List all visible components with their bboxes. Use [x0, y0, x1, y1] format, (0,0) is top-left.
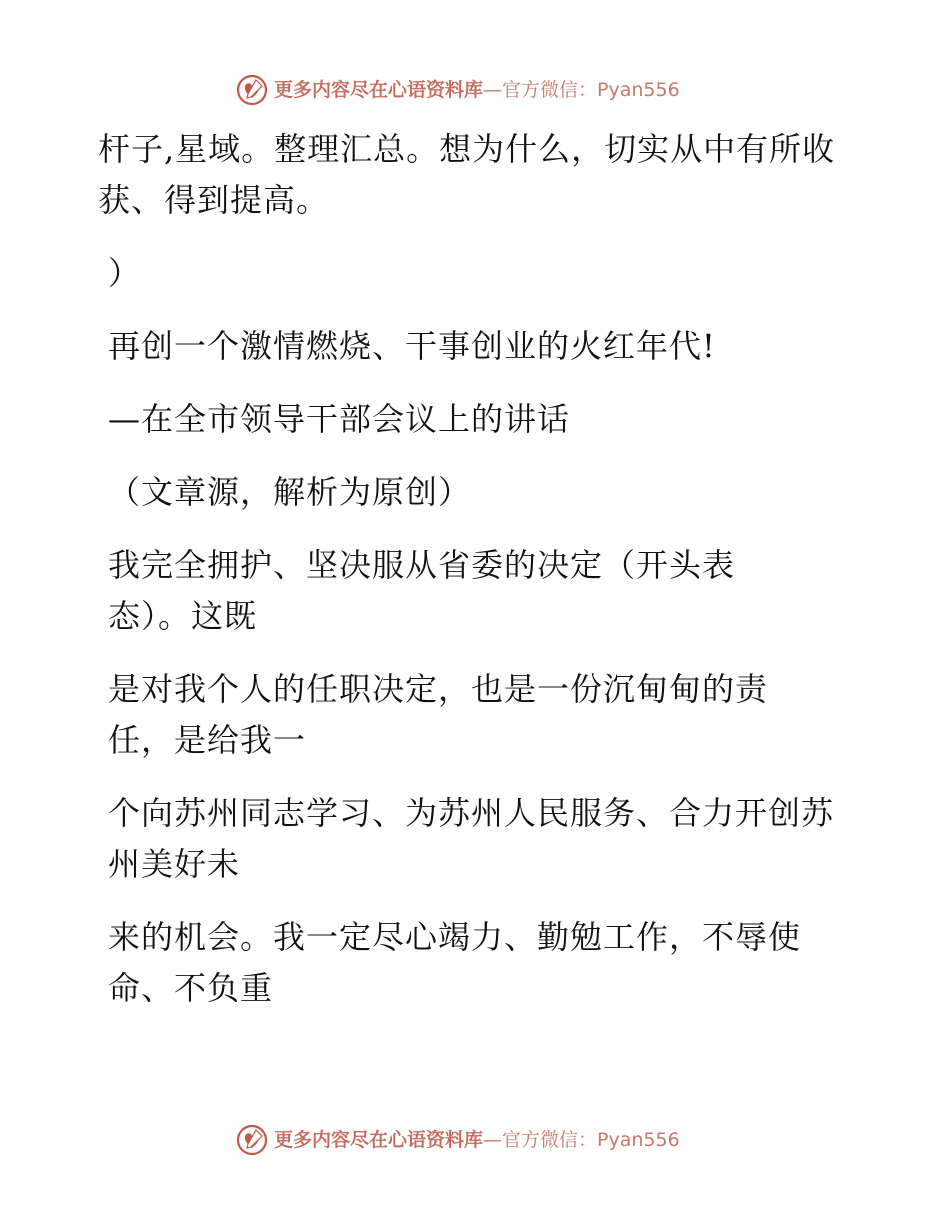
banner-text [274, 73, 680, 107]
header-banner [236, 73, 680, 107]
banner-wechat-text: —官方微信：Pyan556 [483, 1129, 680, 1151]
paragraph-2: ） [108, 254, 142, 292]
heart-pen-logo-icon [236, 74, 268, 106]
footer-banner [236, 1123, 680, 1157]
banner-brand-text: 更多内容尽在心语资料库 [274, 79, 484, 101]
paragraph-9: 来的机会。我一定尽心竭力、勤勉工作，不辱使命、不负重 [108, 918, 802, 1007]
paragraph-8: 个向苏州同志学习、为苏州人民服务、合力开创苏州美好未 [108, 794, 835, 883]
paragraph-6: 我完全拥护、坚决服从省委的决定（开头表 态）。这既 [108, 546, 736, 635]
heart-pen-logo-icon [236, 1124, 268, 1156]
paragraph-1: 杆子,星域。整理汇总。想为什么，切实从中有所收获、得到提高。 [98, 130, 836, 219]
document-body [98, 124, 838, 1036]
paragraph-5-note: （文章源，解析为原创） [108, 473, 472, 511]
paragraph-3-title: 再创一个激情燃烧、干事创业的火红年代! [108, 327, 716, 365]
paragraph-4-subtitle: —在全市领导干部会议上的讲话 [108, 400, 571, 438]
banner-wechat-text: —官方微信：Pyan556 [483, 79, 680, 101]
banner-brand-text: 更多内容尽在心语资料库 [274, 1129, 484, 1151]
banner-text [274, 1123, 680, 1157]
paragraph-7: 是对我个人的任职决定，也是一份沉甸甸的责 任，是给我一 [108, 670, 769, 759]
